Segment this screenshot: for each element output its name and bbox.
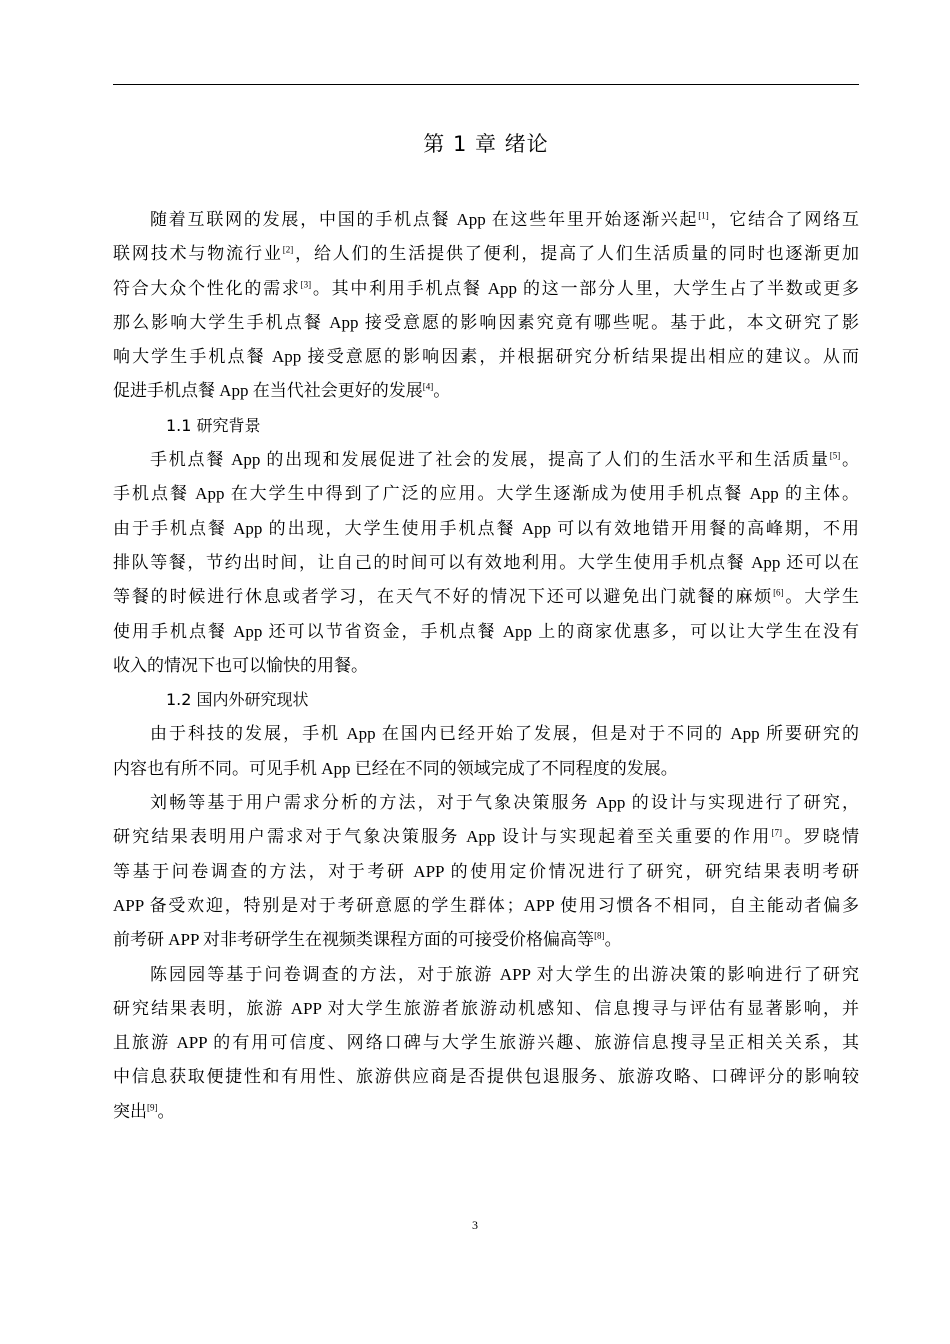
citation[interactable]: [6] bbox=[773, 587, 784, 598]
text-line: 且旅游 APP 的有用可信度、网络口碑与大学生旅游兴趣、旅游信息搜寻呈正相关关系，其 bbox=[113, 1033, 859, 1053]
citation[interactable]: [4] bbox=[422, 381, 434, 392]
text-line: 研究结果表明用户需求对于气象决策服务 App 设计与实现起着至关重要的作用[7]。罗晓情 bbox=[113, 827, 859, 847]
text-line: 联网技术与物流行业[2]，给人们的生活提供了便利，提高了人们生活质量的同时也逐渐更加 bbox=[113, 244, 859, 264]
text-line: 使用手机点餐 App 还可以节省资金，手机点餐 App 上的商家优惠多，可以让大学生在没有 bbox=[113, 621, 859, 641]
text-line: 刘畅等基于用户需求分析的方法，对于气象决策服务 App 的设计与实现进行了研究， bbox=[150, 793, 859, 813]
citation[interactable]: [5] bbox=[829, 450, 841, 461]
section-1-1-paragraph bbox=[113, 443, 859, 683]
header-rule bbox=[113, 84, 859, 85]
text-line: 随着互联网的发展，中国的手机点餐 App 在这些年里开始逐渐兴起[1]，它结合了网络互 bbox=[150, 210, 859, 229]
text-line: 陈园园等基于问卷调查的方法，对于旅游 APP 对大学生的出游决策的影响进行了研究 bbox=[150, 964, 859, 984]
citation[interactable]: [7] bbox=[771, 827, 782, 838]
section-1-2-paragraph-2 bbox=[113, 786, 859, 957]
text-line: 内容也有所不同。可见手机 App 已经在不同的领域完成了不同程度的发展。 bbox=[113, 758, 678, 778]
section-1-2-paragraph-1 bbox=[113, 717, 859, 786]
text-line: 手机点餐 App 在大学生中得到了广泛的应用。大学生逐渐成为使用手机点餐 App 的主体。 bbox=[113, 484, 859, 504]
text-line: 符合大众个性化的需求[3]。其中利用手机点餐 App 的这一部分人里，大学生占了半数或更多 bbox=[113, 278, 859, 298]
citation[interactable]: [9] bbox=[147, 1102, 158, 1113]
text-line: 促进手机点餐 App 在当代社会更好的发展[4]。 bbox=[113, 381, 451, 401]
text-line: 研究结果表明，旅游 APP 对大学生旅游者旅游动机感知、信息搜寻与评估有显著影响，并 bbox=[113, 998, 859, 1018]
text-line: 中信息获取便捷性和有用性、旅游供应商是否提供包退服务、旅游攻略、口碑评分的影响较 bbox=[113, 1067, 859, 1087]
document-body bbox=[113, 203, 859, 1129]
citation[interactable]: [3] bbox=[300, 278, 312, 289]
citation[interactable]: [2] bbox=[282, 244, 294, 255]
citation[interactable]: [8] bbox=[594, 930, 605, 941]
text-line: 那么影响大学生手机点餐 App 接受意愿的影响因素究竟有哪些呢。基于此，本文研究了影 bbox=[113, 312, 859, 332]
text-line: 排队等餐，节约出时间，让自己的时间可以有效地利用。大学生使用手机点餐 App 还可以在 bbox=[113, 552, 859, 572]
text-line: 由于科技的发展，手机 App 在国内已经开始了发展，但是对于不同的 App 所要研究的 bbox=[150, 724, 859, 744]
section-heading-1-2: 1.2 国内外研究现状 bbox=[166, 690, 309, 710]
section-heading-1-1: 1.1 研究背景 bbox=[166, 415, 261, 435]
section-1-2-paragraph-3 bbox=[113, 958, 859, 1129]
text-line: 突出[9]。 bbox=[113, 1101, 175, 1121]
chapter-title: 第 1 章 绪论 bbox=[423, 132, 549, 156]
citation[interactable]: [1] bbox=[698, 210, 709, 221]
page-number: 3 bbox=[472, 1218, 478, 1232]
text-line: 等基于问卷调查的方法，对于考研 APP 的使用定价情况进行了研究，研究结果表明考研 bbox=[113, 861, 859, 881]
text-line: 收入的情况下也可以愉快的用餐。 bbox=[113, 655, 368, 675]
text-line: APP 备受欢迎，特别是对于考研意愿的学生群体；APP 使用习惯各不相同，自主能动者偏多 bbox=[113, 895, 859, 915]
text-line: 响大学生手机点餐 App 接受意愿的影响因素，并根据研究分析结果提出相应的建议。从而 bbox=[113, 347, 859, 367]
intro-paragraph bbox=[113, 203, 859, 409]
text-line: 由于手机点餐 App 的出现，大学生使用手机点餐 App 可以有效地错开用餐的高峰期，不用 bbox=[113, 518, 859, 538]
text-line: 前考研 APP 对非考研学生在视频类课程方面的可接受价格偏高等[8]。 bbox=[113, 930, 622, 950]
text-line: 手机点餐 App 的出现和发展促进了社会的发展，提高了人们的生活水平和生活质量[5]。 bbox=[150, 450, 859, 470]
text-line: 等餐的时候进行休息或者学习，在天气不好的情况下还可以避免出门就餐的麻烦[6]。大学生 bbox=[113, 587, 859, 607]
